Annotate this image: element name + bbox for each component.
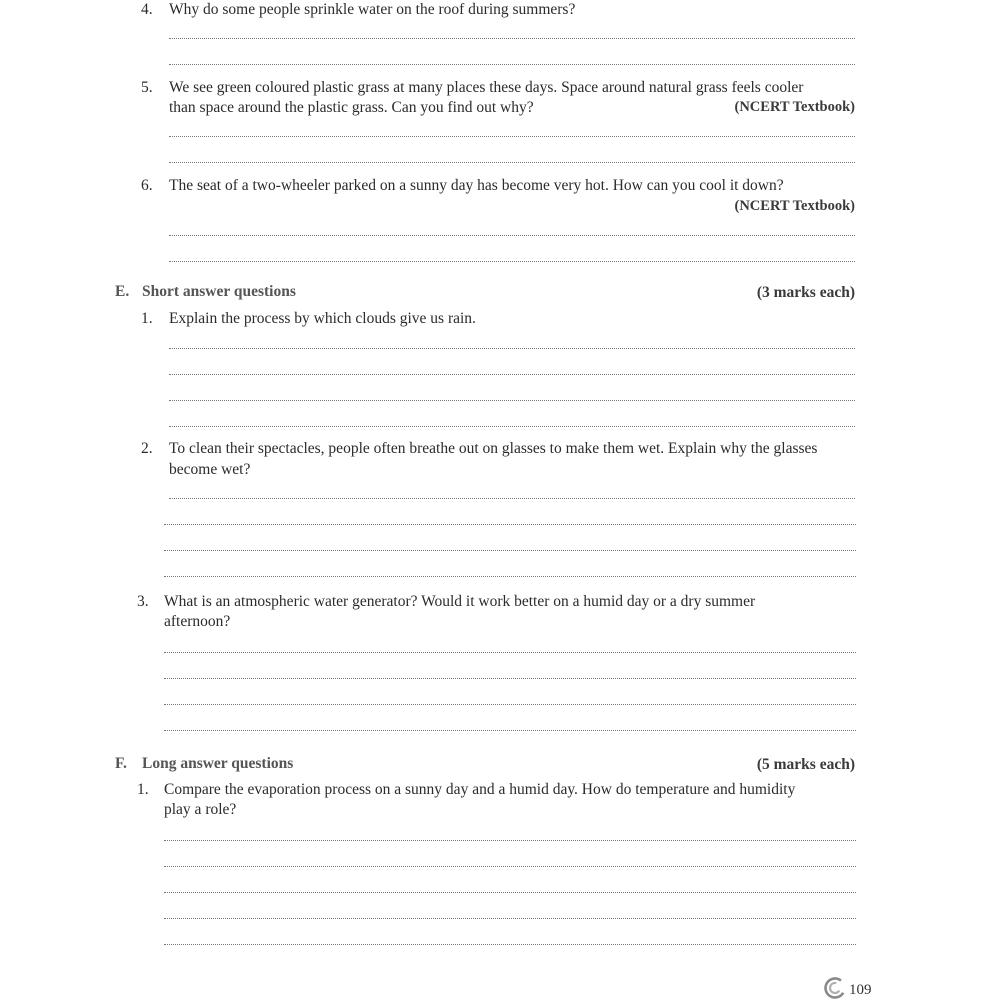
answer-line[interactable] (164, 576, 856, 577)
answer-line[interactable] (169, 261, 855, 262)
answer-line[interactable] (164, 550, 856, 551)
question-text: To clean their spectacles, people often breathe out on glasses to make them wet. Explain why the glasses (169, 440, 818, 457)
section-title: Short answer questions (142, 283, 296, 300)
question-number: 5. (141, 79, 153, 96)
answer-line[interactable] (164, 730, 856, 731)
question-text: Explain the process by which clouds give us rain. (169, 310, 476, 327)
answer-line[interactable] (164, 840, 856, 841)
answer-line[interactable] (164, 892, 856, 893)
question-text: What is an atmospheric water generator? Would it work better on a humid day or a dry summer (164, 593, 756, 610)
question-text: than space around the plastic grass. Can you find out why? (169, 99, 534, 116)
question-text: Why do some people sprinkle water on the roof during summers? (169, 1, 576, 18)
answer-line[interactable] (169, 498, 855, 499)
section-letter: F. (115, 755, 127, 772)
section-letter: E. (115, 283, 130, 300)
question-text: We see green coloured plastic grass at many places these days. Space around natural grass feels cooler (169, 79, 804, 96)
answer-line[interactable] (164, 704, 856, 705)
question-text: afternoon? (164, 613, 231, 630)
question-number: 1. (137, 781, 149, 798)
answer-line[interactable] (169, 162, 855, 163)
answer-line[interactable] (164, 524, 856, 525)
answer-line[interactable] (169, 235, 855, 236)
page-number: 109 (849, 982, 872, 998)
question-text: The seat of a two-wheeler parked on a sunny day has become very hot. How can you cool it down? (169, 177, 784, 194)
answer-line[interactable] (169, 426, 855, 427)
answer-line[interactable] (169, 64, 855, 65)
answer-line[interactable] (169, 136, 855, 137)
question-number: 3. (137, 593, 149, 610)
answer-line[interactable] (164, 918, 856, 919)
section-marks: (5 marks each) (756, 756, 855, 773)
answer-line[interactable] (169, 38, 855, 39)
answer-line[interactable] (169, 400, 855, 401)
answer-line[interactable] (164, 678, 856, 679)
answer-line[interactable] (164, 866, 856, 867)
question-number: 2. (141, 440, 153, 457)
question-number: 4. (141, 1, 153, 18)
answer-line[interactable] (169, 348, 855, 349)
source-note: (NCERT Textbook) (734, 198, 855, 214)
source-note: (NCERT Textbook) (734, 99, 855, 115)
question-text: play a role? (164, 801, 237, 818)
section-marks: (3 marks each) (756, 284, 855, 301)
answer-line[interactable] (169, 374, 855, 375)
question-text: Compare the evaporation process on a sunny day and a humid day. How do temperature and humidity (164, 781, 796, 798)
question-text: become wet? (169, 461, 251, 478)
question-number: 1. (141, 310, 153, 327)
answer-line[interactable] (164, 944, 856, 945)
question-number: 6. (141, 177, 153, 194)
section-title: Long answer questions (142, 755, 294, 772)
answer-line[interactable] (164, 652, 856, 653)
